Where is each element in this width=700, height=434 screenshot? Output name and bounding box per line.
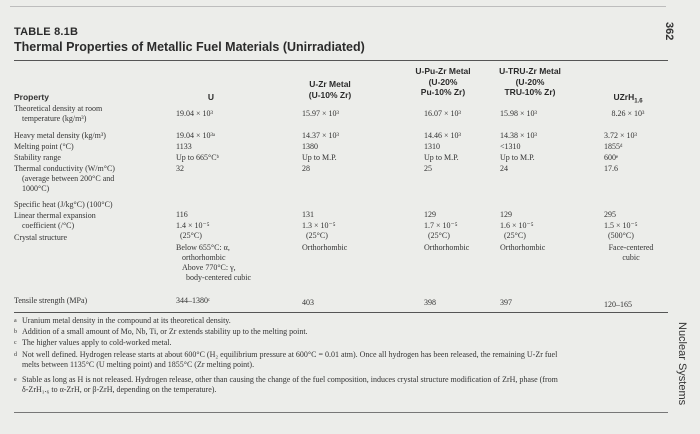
- cell-uzrh-conductivity: 17.6: [604, 164, 618, 173]
- header-utruzr: [480, 66, 580, 98]
- cell-utruzr-density: 15.98 × 10³: [500, 109, 537, 118]
- header-utruzr-line1: U-TRU-Zr Metal: [499, 66, 561, 76]
- cell-uzr-stability: Up to M.P.: [302, 153, 337, 162]
- footnote-d-mark: d: [14, 352, 17, 358]
- cell-upuzr-conductivity: 25: [424, 164, 432, 173]
- table-top-rule: [14, 60, 668, 61]
- cell-u-expansion-value: 1.4 × 10⁻⁵: [176, 221, 210, 230]
- row-label-crystal: Crystal structure: [14, 233, 68, 242]
- cell-upuzr-tensile: 398: [424, 298, 436, 307]
- table-number: TABLE 8.1B: [14, 26, 79, 38]
- row-label-conductivity-line2: (average between 200°C and: [22, 174, 115, 183]
- cell-upuzr-crystal: Orthorhombic: [424, 243, 470, 252]
- cell-uzrh-crystal-line1: Face-centered: [608, 243, 654, 252]
- footnote-b-mark: b: [14, 329, 17, 335]
- cell-uzrh-expansion-value: 1.5 × 10⁻⁵: [604, 221, 638, 230]
- footnote-e-text-line1: Stable as long as H is not released. Hydrogen release, other than causing the change of the fuel composition, induces crystal structure modification of ZrH, phase (from: [22, 375, 558, 384]
- header-utruzr-line3: TRU-10% Zr): [504, 87, 556, 97]
- cell-u-conductivity: 32: [176, 164, 184, 173]
- table-bottom-rule: [14, 312, 668, 313]
- row-label-conductivity-line3: 1000°C): [22, 184, 50, 193]
- cell-u-crystal-line3: Above 770°C: γ,: [182, 263, 236, 272]
- header-upuzr-line3: Pu-10% Zr): [420, 87, 466, 97]
- cell-uzrh-expansion: [604, 221, 638, 241]
- footnote-a-mark: a: [14, 318, 17, 324]
- cell-u-tensile: 344–1380ᶜ: [176, 296, 211, 305]
- cell-utruzr-tensile: 397: [500, 298, 512, 307]
- cell-upuzr-specific-heat: 129: [424, 210, 436, 219]
- row-label-expansion: [14, 211, 96, 231]
- header-utruzr-line2: (U-20%: [515, 76, 545, 87]
- cell-upuzr-expansion-value: 1.7 × 10⁻⁵: [424, 221, 458, 230]
- row-label-conductivity-line1: Thermal conductivity (W/m°C): [14, 164, 115, 173]
- footnote-b-text: Addition of a small amount of Mo, Nb, Ti, or Zr extends stability up to the melting point.: [22, 327, 308, 336]
- header-upuzr-line2: (U-20%: [428, 76, 458, 87]
- footnote-e: [14, 375, 668, 395]
- cell-uzr-specific-heat: 131: [302, 210, 314, 219]
- page-bottom-rule: [14, 412, 668, 413]
- row-label-density-line1: Theoretical density at room: [14, 104, 103, 113]
- footnote-d-text-line2: melts between 1135°C (U melting point) and 1855°C (Zr melting point).: [22, 360, 255, 369]
- cell-uzr-expansion: [302, 221, 336, 241]
- header-uzrh-text: UZrH: [613, 92, 635, 102]
- cell-uzr-heavy-metal: 14.37 × 10³: [302, 131, 339, 140]
- cell-u-melting: 1133: [176, 142, 192, 151]
- row-label-stability: Stability range: [14, 153, 61, 162]
- cell-uzr-tensile: 403: [302, 298, 314, 307]
- footnote-a: [14, 316, 668, 326]
- page-number: 362: [663, 22, 675, 41]
- header-uzrh: [598, 92, 658, 107]
- cell-u-heavy-metal: 19.04 × 10³ᵃ: [176, 131, 216, 140]
- cell-uzrh-stability: 600ᵉ: [604, 153, 619, 162]
- cell-uzrh-crystal-line2: cubic: [622, 253, 640, 262]
- cell-utruzr-specific-heat: 129: [500, 210, 512, 219]
- cell-u-specific-heat: 116: [176, 210, 188, 219]
- top-rule: [10, 6, 666, 7]
- header-uzr-line2: (U-10% Zr): [308, 89, 352, 100]
- row-label-conductivity: [14, 164, 115, 194]
- cell-upuzr-density: 16.07 × 10³: [424, 109, 461, 118]
- cell-uzrh-density: 8.26 × 10³: [611, 109, 645, 118]
- footnote-d-text-line1: Not well defined. Hydrogen release starts at about 600°C (H₂ equilibrium pressure at 600°C = 0.01 atm). Once all hydrogen has been released, the remaining U-Zr fuel: [22, 350, 558, 359]
- cell-u-expansion-temp: (25°C): [180, 231, 202, 240]
- footnote-b: [14, 327, 668, 337]
- cell-uzrh-expansion-temp: (500°C): [608, 231, 634, 240]
- footnote-d: [14, 350, 668, 370]
- cell-upuzr-expansion: [424, 221, 458, 241]
- header-u: U: [207, 92, 215, 102]
- cell-u-density: 19.04 × 10³: [176, 109, 213, 118]
- cell-uzrh-specific-heat: 295: [604, 210, 616, 219]
- cell-utruzr-expansion: [500, 221, 534, 241]
- cell-u-crystal-line2: orthorhombic: [182, 253, 226, 262]
- cell-upuzr-expansion-temp: (25°C): [428, 231, 450, 240]
- cell-utruzr-expansion-value: 1.6 × 10⁻⁵: [500, 221, 534, 230]
- row-label-expansion-line1: Linear thermal expansion: [14, 211, 96, 220]
- cell-uzr-crystal: Orthorhombic: [302, 243, 348, 252]
- footnote-c-mark: c: [14, 340, 17, 346]
- row-label-density: [14, 104, 102, 124]
- footnote-e-text-line2: δ-ZrH₁.₆ to α-ZrH, or β-ZrH, depending on the temperature).: [22, 385, 217, 394]
- cell-uzr-conductivity: 28: [302, 164, 310, 173]
- row-label-tensile: Tensile strength (MPa): [14, 296, 88, 305]
- cell-upuzr-heavy-metal: 14.46 × 10³: [424, 131, 461, 140]
- header-upuzr: [398, 66, 488, 98]
- cell-u-stability: Up to 665°Cᵇ: [176, 153, 220, 162]
- cell-uzr-expansion-temp: (25°C): [306, 231, 328, 240]
- cell-uzrh-crystal: [600, 243, 662, 263]
- cell-uzr-density: 15.97 × 10³: [302, 109, 339, 118]
- row-label-expansion-line2: coefficient (/°C): [22, 221, 75, 230]
- row-label-melting: Melting point (°C): [14, 142, 74, 151]
- header-uzr: [290, 79, 370, 100]
- footnote-e-mark: e: [14, 377, 17, 383]
- header-upuzr-line1: U-Pu-Zr Metal: [415, 66, 471, 76]
- table-title: Thermal Properties of Metallic Fuel Materials (Unirradiated): [14, 40, 365, 54]
- cell-uzr-melting: 1380: [302, 142, 318, 151]
- cell-u-crystal: [176, 243, 251, 283]
- cell-u-expansion: [176, 221, 210, 241]
- cell-uzrh-tensile: 120–165: [604, 300, 632, 309]
- cell-utruzr-expansion-temp: (25°C): [504, 231, 526, 240]
- cell-upuzr-stability: Up to M.P.: [424, 153, 459, 162]
- side-running-title: Nuclear Systems: [676, 322, 688, 406]
- row-label-specific-heat: Specific heat (J/kg°C) (100°C): [14, 200, 113, 209]
- footnote-c-text: The higher values apply to cold-worked metal.: [22, 338, 172, 347]
- cell-u-crystal-line1: Below 655°C: α,: [176, 243, 230, 252]
- cell-utruzr-heavy-metal: 14.38 × 10³: [500, 131, 537, 140]
- cell-utruzr-stability: Up to M.P.: [500, 153, 535, 162]
- row-label-heavy-metal: Heavy metal density (kg/m³): [14, 131, 106, 140]
- row-label-density-line2: temperature (kg/m³): [22, 114, 87, 123]
- cell-u-crystal-line4: body-centered cubic: [186, 273, 252, 282]
- cell-utruzr-crystal: Orthorhombic: [500, 243, 546, 252]
- header-uzrh-subscript: 1.6: [634, 98, 643, 105]
- footnote-c: [14, 338, 668, 348]
- header-property: Property: [14, 92, 49, 102]
- cell-upuzr-melting: 1310: [424, 142, 440, 151]
- header-uzr-line1: U-Zr Metal: [309, 79, 351, 89]
- cell-utruzr-melting: <1310: [500, 142, 521, 151]
- cell-uzrh-melting: 1855ᵈ: [604, 142, 623, 151]
- footnote-a-text: Uranium metal density in the compound at its theoretical density.: [22, 316, 231, 325]
- cell-uzr-expansion-value: 1.3 × 10⁻⁵: [302, 221, 336, 230]
- cell-uzrh-heavy-metal: 3.72 × 10³: [604, 131, 637, 140]
- cell-utruzr-conductivity: 24: [500, 164, 508, 173]
